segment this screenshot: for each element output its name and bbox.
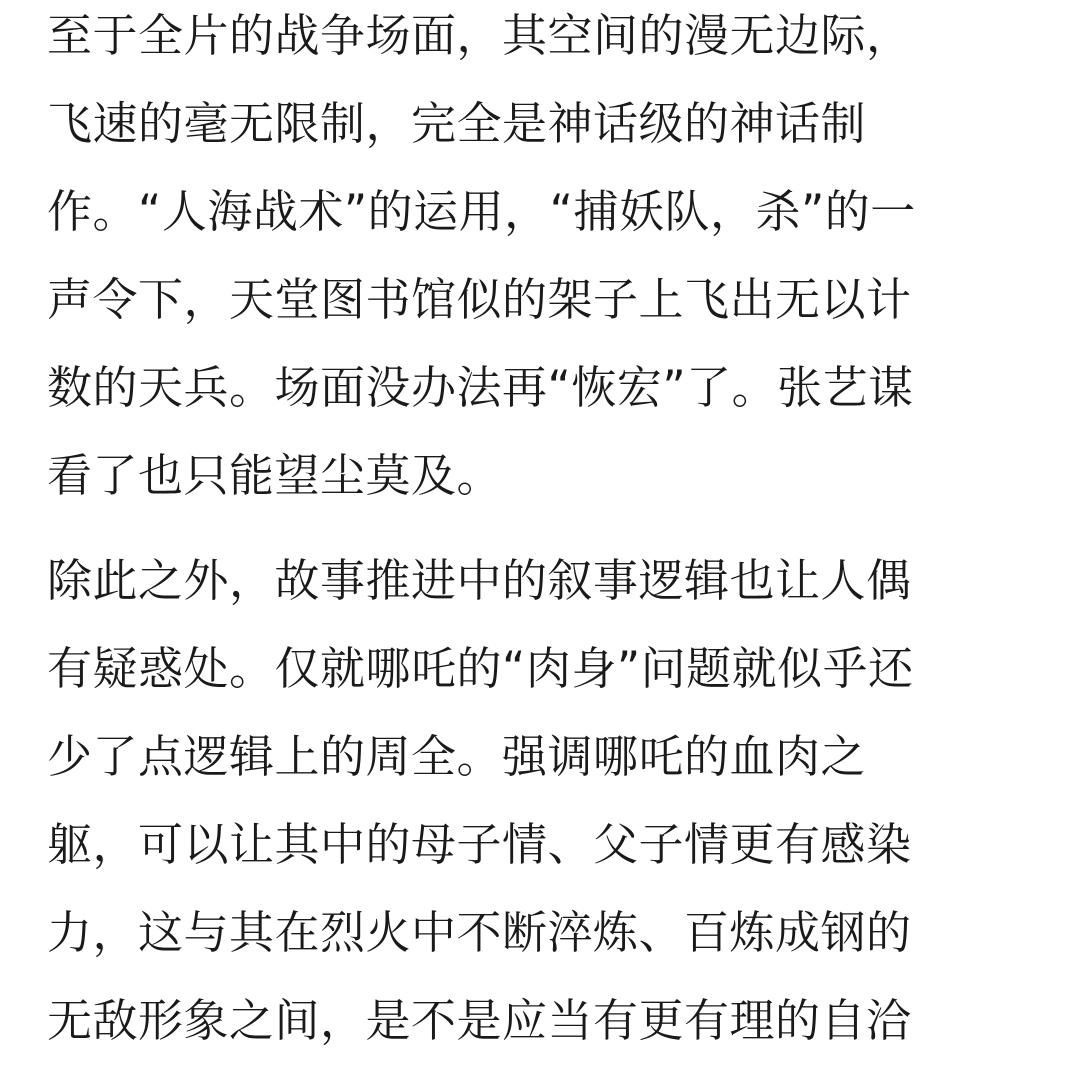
text-line: 飞速的毫无限制，完全是神话级的神话制 [47,97,867,150]
text-line: 声令下，天堂图书馆似的架子上飞出无以计 [47,273,912,326]
text-line: 力，这与其在烈火中不断淬炼、百炼成钢的 [47,906,912,959]
text-line: 无敌形象之间，是不是应当有更有理的自洽 [47,994,912,1047]
text-line: 至于全片的战争场面，其空间的漫无边际， [47,9,912,62]
text-line: 有疑惑处。仅就哪吒的“肉身”问题就似乎还 [47,642,914,695]
text-line: 看了也只能望尘莫及。 [47,449,503,502]
text-line: 数的天兵。场面没办法再“恢宏”了。张艺谋 [47,361,914,414]
text-line: 躯，可以让其中的母子情、父子情更有感染 [47,818,912,871]
paragraph-2 [47,537,914,1065]
text-line: 作。“人海战术”的运用，“捕妖队，杀”的一 [47,185,916,238]
paragraph-1 [47,0,916,520]
text-line: 少了点逻辑上的周全。强调哪吒的血肉之 [47,730,867,783]
text-line: 除此之外，故事推进中的叙事逻辑也让人偶 [47,554,912,607]
